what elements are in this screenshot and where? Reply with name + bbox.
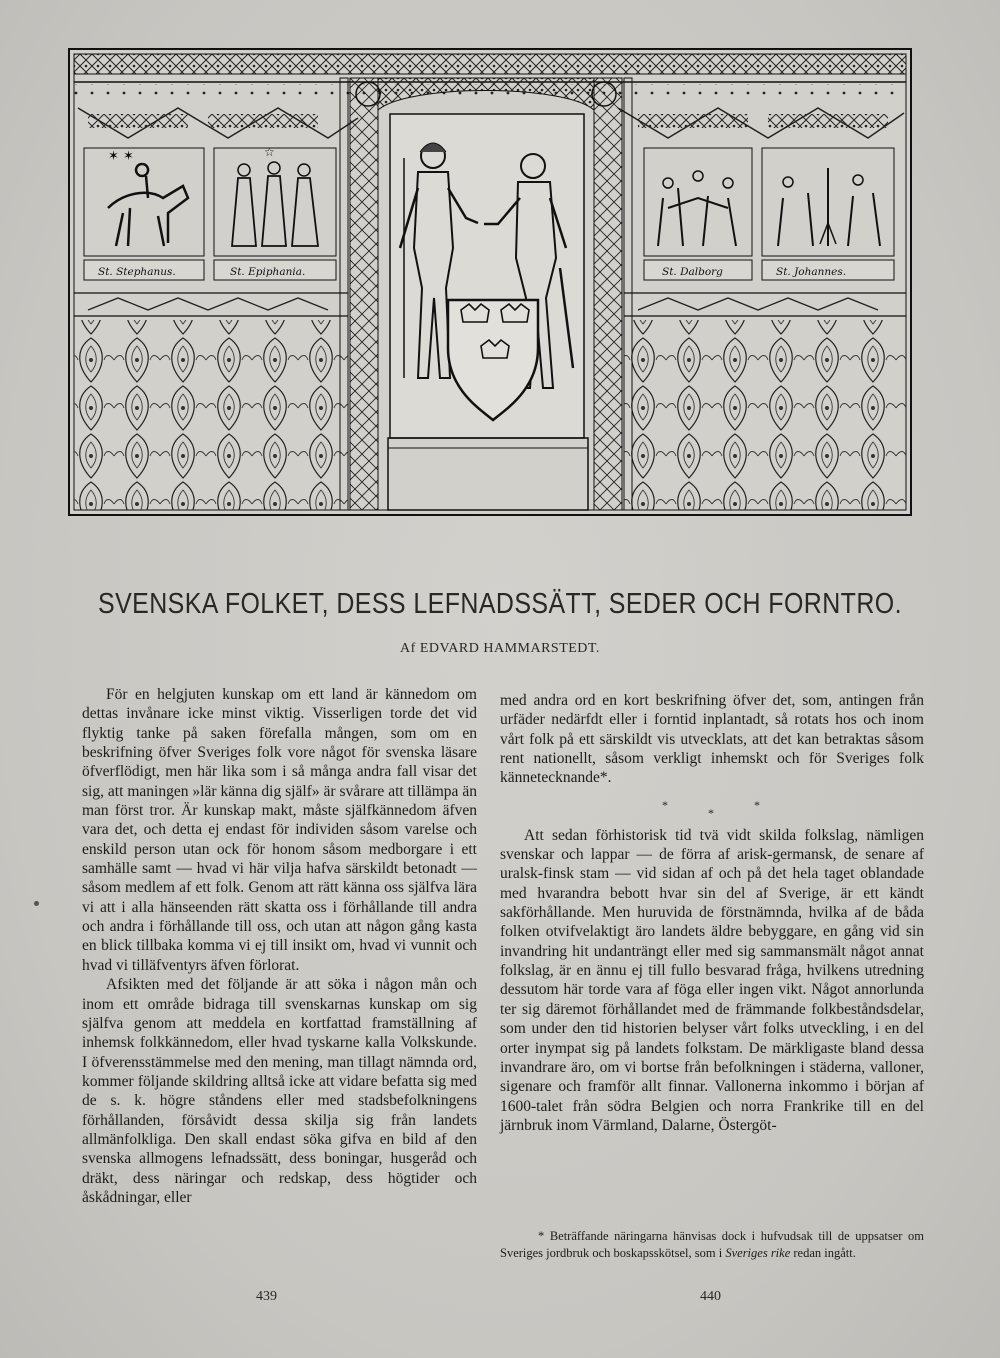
paragraph: Att sedan förhistorisk tid tvä vidt skilda folkslag, nämligen svenskar och lappar — de förra af arisk-germansk, de senare af uralsk-finsk stam — vid sidan af och på det hela taget oblandade med hvarandra bebott hvar sin del af Sverige, är ett kändt sakförhållande. Men huruvida de förstnämnda, hvilka af de båda folken otvifvelaktigt äro landets äldre bebyggare, en gång vid sin invandring hit undanträngt eller med sig sammansmält något annat folkslag, är en ännu ej till fullo besvarad fråga, hvilkens utredning dessutom här torde vara af föga eller ingen vikt. Något annorlunda ter sig däremot förhållandet med de främmande folkbeståndsdelar, som under den tid historien belyser vårt folks utveckling, i en del orter inympat sig på landets folkstam. De märkligaste bland dessa invandrare äro, om vi bortse från befolkningen i städerna, valloner, sigenare och framför allt finnar. Vallonerna inkommo i början af 1600-talet från södra Belgien och norra Frankrike till en del järnbruk inom Värmland, Dalarne, Östergöt- (500, 826, 924, 1134)
left-column (82, 685, 477, 1207)
footnote (500, 1228, 924, 1261)
footnote-italic: Sveriges rike (725, 1245, 791, 1260)
mural-illustration (68, 48, 912, 516)
caption-st-stephanus: St. Stephanus. (98, 266, 176, 278)
page-number-left: 439 (256, 1289, 277, 1304)
paragraph: med andra ord en kort beskrifning öfver det, som, antingen från urfäder nedärfdt eller i forntid inplantadt, så rotats hos och inom vårt folk på ett särskildt vis utvecklats, att det kan betraktas såsom rent nationellt, såsom verkligt inhemskt och för Sveriges folk kännetecknande*. (500, 692, 924, 787)
caption-st-johannes: St. Johannes. (776, 266, 847, 278)
svg-text:✶ ✶: ✶ ✶ (108, 149, 134, 164)
caption-st-dalborg: St. Dalborg (662, 266, 723, 278)
svg-text:☆: ☆ (264, 145, 275, 159)
section-break: * * * (662, 797, 760, 820)
margin-mark (34, 901, 39, 906)
right-column (500, 691, 924, 1135)
footnote-text: * Beträffande näringarna hänvisas dock i hufvudsak till de uppsatser om Sveriges jordbruk och boskapsskötsel, som i (500, 1229, 924, 1260)
paragraph: För en helgjuten kunskap om ett land är kännedom om dettas invånare icke minst viktig. Visserligen torde det vid flyktig tanke på saken förefalla mången, som om en beskrifning öfver Sveriges folk vore något för svenska läsare öfverflödigt, men här lika som i så många andra fall visar det sig, att maningen »lär känna dig själf» är svårare att tillämpa än man först tror. Är kunskap makt, måste själfkännedom äfven vara det, och detta ej endast för individen såsom varelse och enskild person utan ock för honom såsom medborgare i ett samhälle samt — hvad vi här vilja hafva särskildt betonadt — såsom medlem af ett folk. Genom att rätt känna oss själfva lära vi att i alla hänseenden rätt skatta oss i förhållande till andra och andra i förhållande till oss, och utan att någon gång kasta en blick tillbaka komma vi ej till insikt om, hvad vi vunnit och hvad vi tilläfventyrs äfven förlorat. (82, 686, 477, 974)
article-title: SVENSKA FOLKET, DESS LEFNADSSÄTT, SEDER OCH FORNTRO. (98, 588, 902, 620)
footnote-tail: redan ingått. (793, 1245, 856, 1260)
caption-st-epiphania: St. Epiphania. (230, 266, 306, 278)
article-byline: Af EDVARD HAMMARSTEDT. (400, 641, 600, 656)
page-number-right: 440 (700, 1289, 721, 1304)
paragraph: Afsikten med det följande är att söka i någon mån och inom ett område bidraga till svenskarnas kunskap om sig själfva genom att meddela en kortfattad framställning af inhemsk folkkännedom, eller hvad tyskarne kalla Volkskunde. I öfverensstämmelse med den mening, man tillagt nämnda ord, kommer följande skildring alltså icke att vidare befatta sig med de s. k. högre ståndens eller med stadsbefolkningens förhållanden, försåvidt dessa skilja sig från landets allmänfolkliga. Den skall endast söka gifva en bild af den svenska allmogens lefnadssätt, dess boningar, husgeråd och dräkt, dess näringar och redskap, dess högtider och åskådningar, eller (82, 976, 477, 1206)
